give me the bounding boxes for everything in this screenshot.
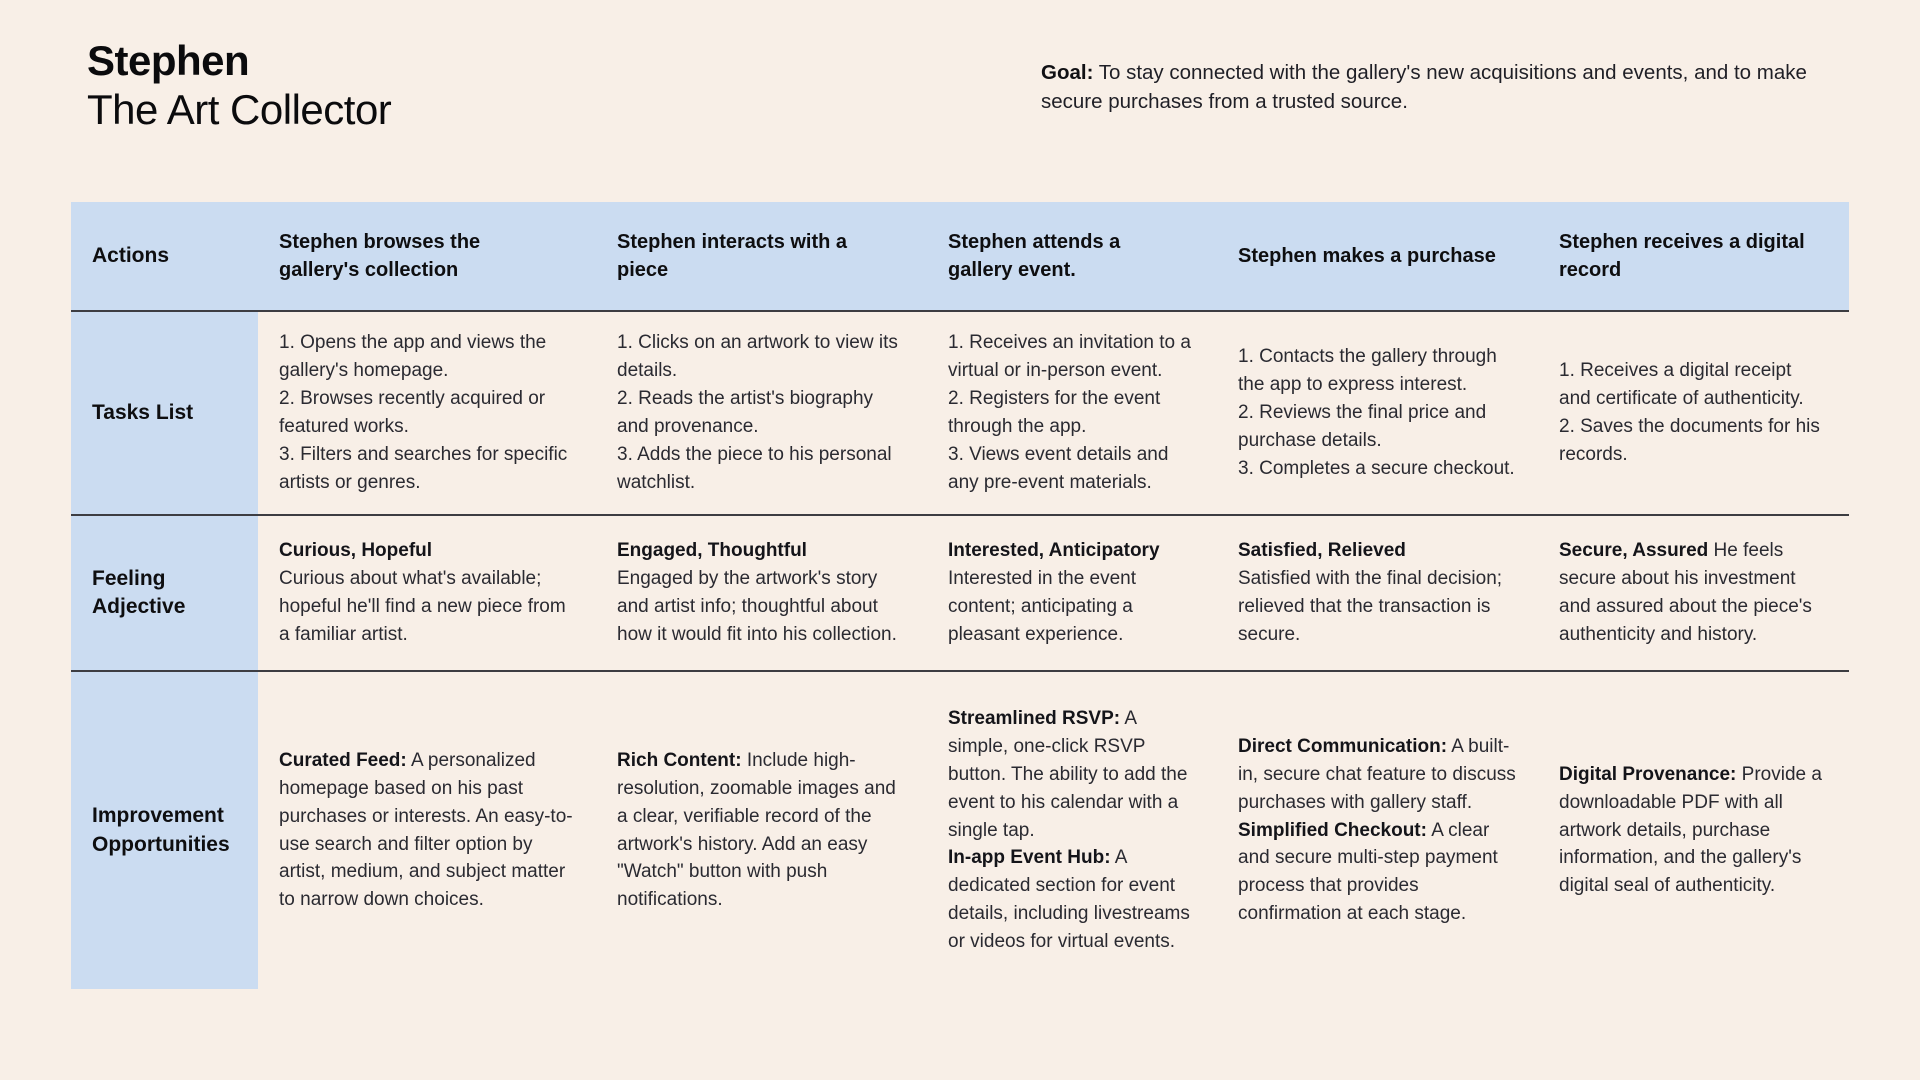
cell-improvement-opportunities-4: Direct Communication: A built-in, secure chat feature to discuss purchases with gallery staff. Simplified Checkout: A clear and secure multi-step payment process that provides confirmation at each stage. [1238,735,1516,925]
persona-role: The Art Collector [87,86,392,133]
persona-name: Stephen [87,37,250,84]
column-header-2: Stephen interacts with a piece [596,202,927,312]
cell-tasks-list-4: 1. Contacts the gallery through the app to express interest. 2. Reviews the final price and purchase details. 3. Completes a secure checkout. [1217,312,1538,516]
cell-feeling-adjective-2: Engaged, Thoughtful Engaged by the artwork's story and artist info; thoughtful about how it would fit into his collection. [596,516,927,672]
cell-tasks-list-2: 1. Clicks on an artwork to view its details. 2. Reads the artist's biography and provenance. 3. Adds the piece to his personal watchlist. [596,312,927,516]
column-header-1: Stephen browses the gallery's collection [258,202,596,312]
cell-improvement-opportunities-1: Curated Feed: A personalized homepage based on his past purchases or interests. An easy-to-use search and filter option by artist, medium, and subject matter to narrow down choices. [279,749,573,911]
cell-tasks-list-3: 1. Receives an invitation to a virtual or in-person event. 2. Registers for the event through the app. 3. Views event details and any pre-event materials. [927,312,1217,516]
column-header-5: Stephen receives a digital record [1538,202,1849,312]
journey-table [71,202,1849,989]
cell-tasks-list-5: 1. Receives a digital receipt and certificate of authenticity. 2. Saves the documents for his records. [1538,312,1849,516]
goal [1041,58,1841,116]
cell-improvement-opportunities-5: Digital Provenance: Provide a downloadable PDF with all artwork details, purchase information, and the gallery's digital seal of authenticity. [1559,763,1822,897]
column-header-3: Stephen attends a gallery event. [927,202,1217,312]
cell-feeling-adjective-1: Curious, Hopeful Curious about what's available; hopeful he'll find a new piece from a familiar artist. [258,516,596,672]
cell-feeling-adjective-4: Satisfied, Relieved Satisfied with the final decision; relieved that the transaction is secure. [1217,516,1538,672]
column-header-4: Stephen makes a purchase [1217,202,1538,312]
row-label-feeling-adjective: Feeling Adjective [71,516,258,672]
goal-text: To stay connected with the gallery's new acquisitions and events, and to make secure purchases from a trusted source. [1041,61,1807,113]
cell-feeling-adjective-5: Secure, Assured He feels secure about his investment and assured about the piece's authenticity and history. [1538,516,1849,672]
goal-label: Goal: [1041,61,1094,84]
cell-tasks-list-1: 1. Opens the app and views the gallery's homepage. 2. Browses recently acquired or featured works. 3. Filters and searches for specific artists or genres. [258,312,596,516]
row-label-improvement-opportunities: Improvement Opportunities [71,672,258,989]
cell-feeling-adjective-3: Interested, Anticipatory Interested in the event content; anticipating a pleasant experience. [927,516,1217,672]
row-label-tasks-list: Tasks List [71,312,258,516]
corner-header-actions: Actions [71,202,258,312]
persona-title-block [87,36,391,134]
cell-improvement-opportunities-3: Streamlined RSVP: A simple, one-click RSVP button. The ability to add the event to his calendar with a single tap. In-app Event Hub: A dedicated section for event details, including livestreams or videos for virtual events. [948,707,1190,953]
cell-improvement-opportunities-2: Rich Content: Include high-resolution, zoomable images and a clear, verifiable record of the artwork's history. Add an easy "Watch" button with push notifications. [617,749,896,911]
